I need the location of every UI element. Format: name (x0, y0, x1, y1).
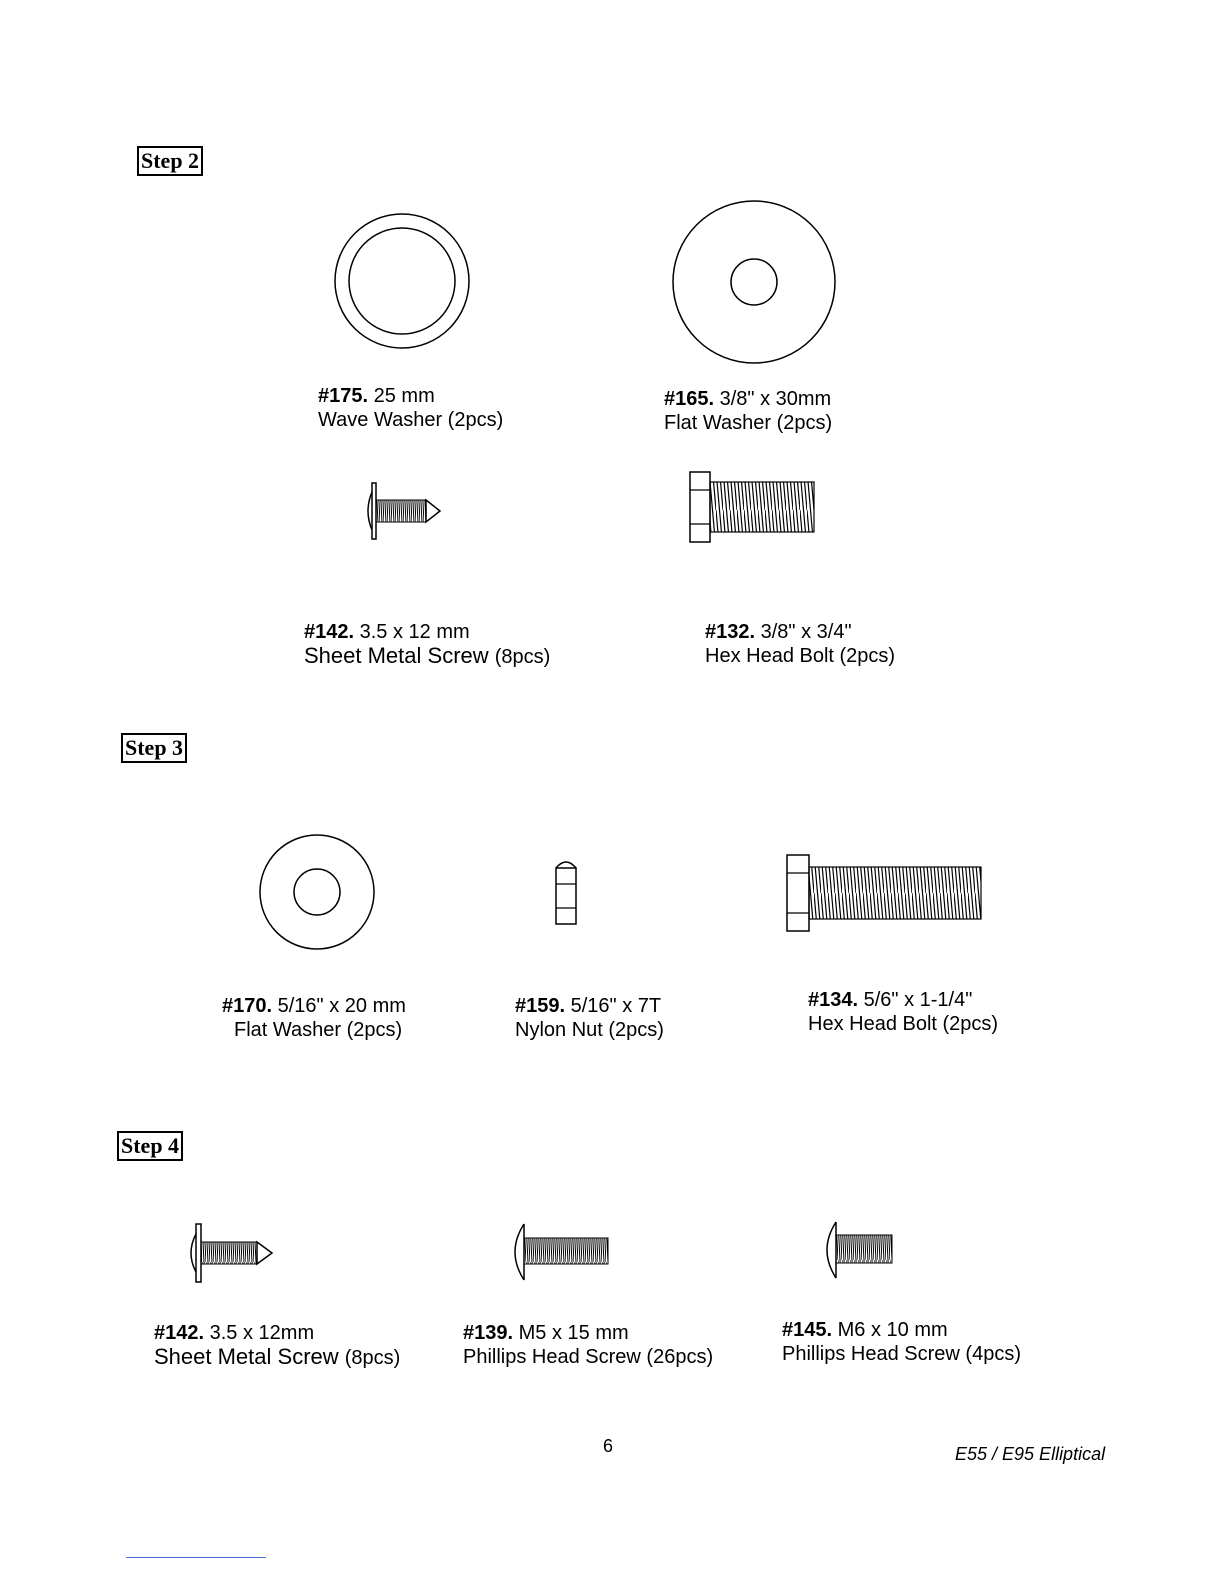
part-175-number: #175. (318, 385, 369, 407)
part-175-label (318, 384, 503, 432)
part-170-number: #170. (222, 995, 273, 1017)
part-142b-desc: Sheet Metal Screw (154, 1344, 339, 1369)
part-159-size: 5/16" x 7T (570, 995, 662, 1017)
part-145-number: #145. (782, 1319, 833, 1341)
part-132-label (705, 620, 895, 668)
nylon-nut-icon (554, 856, 578, 926)
part-142-size: 3.5 x 12 mm (359, 621, 470, 643)
part-142b-number: #142. (154, 1322, 205, 1344)
sheet-metal-screw-icon (364, 482, 444, 540)
part-142-desc-line (304, 644, 550, 669)
part-175-size: 25 mm (373, 385, 435, 407)
part-142-label (304, 620, 550, 669)
part-145-size: M6 x 10 mm (837, 1319, 948, 1341)
step-4-heading: Step 4 (117, 1131, 183, 1161)
hex-head-bolt-icon (786, 853, 984, 933)
sheet-metal-screw-icon (186, 1222, 276, 1284)
part-175-desc: Wave Washer (2pcs) (318, 409, 504, 431)
part-132-number: #132. (705, 621, 756, 643)
part-142b-desc-line (154, 1345, 400, 1370)
part-139-number: #139. (463, 1322, 514, 1344)
flat-washer-icon (259, 834, 375, 950)
part-132-size: 3/8" x 3/4" (760, 621, 852, 643)
part-134-number: #134. (808, 989, 859, 1011)
part-170-label (222, 994, 406, 1042)
part-142b-label (154, 1321, 400, 1370)
hex-head-bolt-icon (688, 470, 818, 546)
part-132-desc: Hex Head Bolt (2pcs) (705, 645, 896, 667)
part-165-size: 3/8" x 30mm (719, 388, 832, 410)
part-159-desc: Nylon Nut (2pcs) (515, 1019, 664, 1041)
part-142-qty: (8pcs) (494, 646, 551, 668)
phillips-head-screw-icon (818, 1220, 896, 1280)
part-134-size: 5/6" x 1-1/4" (863, 989, 973, 1011)
part-165-label (664, 387, 832, 435)
step-3-heading: Step 3 (121, 733, 187, 763)
part-139-size: M5 x 15 mm (518, 1322, 629, 1344)
wave-washer-icon (334, 213, 470, 349)
part-142-desc: Sheet Metal Screw (304, 643, 489, 668)
part-165-number: #165. (664, 388, 715, 410)
step-2-heading: Step 2 (137, 146, 203, 176)
phillips-head-screw-icon (506, 1222, 612, 1282)
page-number: 6 (603, 1436, 614, 1456)
part-145-label (782, 1318, 1021, 1366)
part-159-number: #159. (515, 995, 566, 1017)
part-142b-size: 3.5 x 12mm (209, 1322, 315, 1344)
part-142b-qty: (8pcs) (344, 1347, 401, 1369)
part-142-number: #142. (304, 621, 355, 643)
flat-washer-icon (672, 200, 836, 364)
part-134-desc: Hex Head Bolt (2pcs) (808, 1013, 999, 1035)
part-139-desc: Phillips Head Screw (26pcs) (463, 1346, 714, 1368)
part-170-size: 5/16" x 20 mm (277, 995, 406, 1017)
part-134-label (808, 988, 998, 1036)
footer-title: E55 / E95 Elliptical (955, 1444, 1106, 1464)
part-165-desc: Flat Washer (2pcs) (664, 412, 833, 434)
part-159-label (515, 994, 664, 1042)
part-170-desc: Flat Washer (2pcs) (234, 1019, 403, 1041)
part-145-desc: Phillips Head Screw (4pcs) (782, 1343, 1021, 1365)
footer-divider (126, 1557, 266, 1558)
part-139-label (463, 1321, 713, 1369)
